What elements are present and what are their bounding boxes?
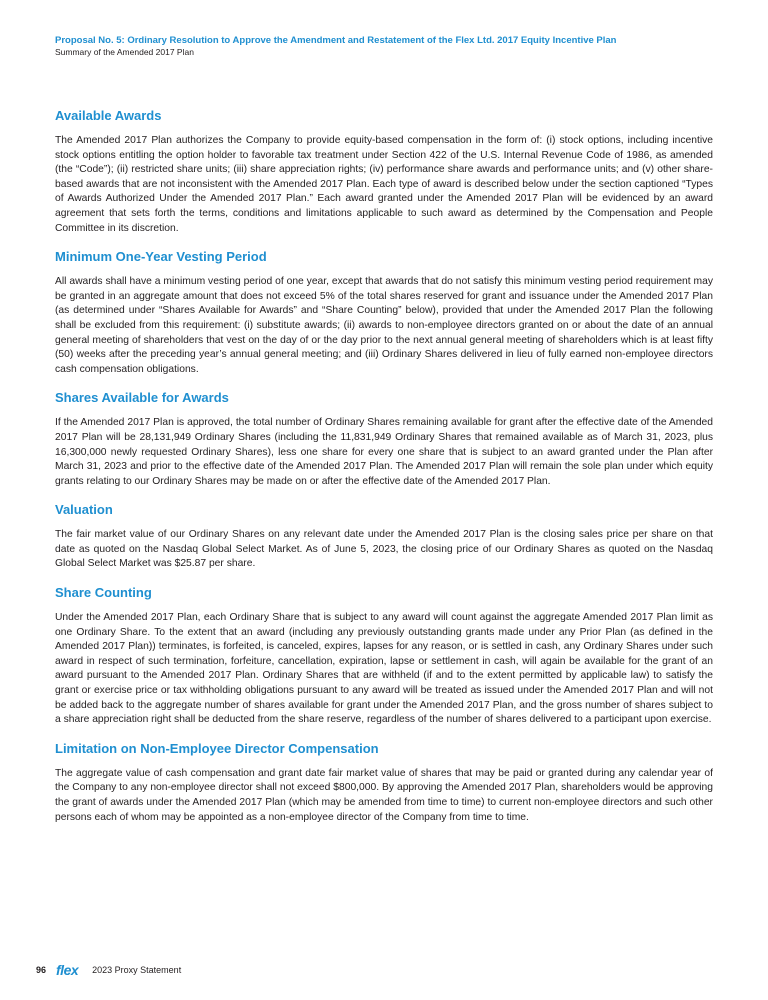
section-body: The Amended 2017 Plan authorizes the Company to provide equity-based compensation in the form of: (i) stock options, including incentive stock options entitling the option holder to favorable tax treatment under Section 422 of the U.S. Internal Revenue Code of 1986, as amended (the “Code”); (ii) restricted share units; (iii) share appreciation rights; (iv) performance share awards and performance units; and (v) other share-based awards that are not inconsistent with the Amended 2017 Plan. Each type of award is described below under the section captioned “Types of Awards Authorized Under the Amended 2017 Plan.” Each award granted under the Amended 2017 Plan will be evidenced by an award agreement that sets forth the terms, conditions and limitations applicable to such award as determined by the Compensation and People Committee in its discretion. <box>55 135 713 234</box>
section-heading: Available Awards <box>55 108 162 123</box>
section-body: All awards shall have a minimum vesting period of one year, except that awards that do not satisfy this minimum vesting period requirement may be granted in an aggregate amount that does not exceed 5% of the total shares reserved for grant and issuance under the Amended 2017 Plan (as determined under “Shares Available for Awards” and “Share Counting” below), provided that under the Amended 2017 Plan the following shall be excluded from this requirement: (i) substitute awards; (ii) awards to non-employee directors granted on or about the date of an annual general meeting of shareholders that vest on the day of or the day prior to the next annual general meeting of shareholders which is at least fifty (50) weeks after the preceding year’s annual general meeting; and (iii) Ordinary Shares delivered in lieu of fully earned non-employee directors cash compensation obligations. <box>55 276 713 375</box>
header-subtitle: Summary of the Amended 2017 Plan <box>55 47 194 57</box>
section-shares-available <box>55 390 713 489</box>
flex-logo: flex <box>56 962 79 978</box>
section-heading: Shares Available for Awards <box>55 390 229 406</box>
page-header <box>55 35 725 58</box>
section-heading: Valuation <box>55 502 113 518</box>
header-title: Proposal No. 5: Ordinary Resolution to Approve the Amendment and Restatement of the Flex Ltd. 2017 Equity Incentive Plan <box>55 35 617 46</box>
section-heading: Minimum One-Year Vesting Period <box>55 249 267 265</box>
section-available-awards <box>55 108 713 236</box>
main-content <box>55 108 713 838</box>
section-share-counting <box>55 585 713 728</box>
section-minimum-vesting-period <box>55 249 713 377</box>
section-heading: Limitation on Non-Employee Director Compensation <box>55 740 379 756</box>
section-body: The aggregate value of cash compensation and grant date fair market value of shares that may be paid or granted during any calendar year of the Company to any non-employee director shall not exceed $800,000. By approving the Amended 2017 Plan, shareholders would be approving the grant of awards under the Amended 2017 Plan (which may be amended from time to time) to current non-employee directors and such other persons each of whom may be appointed as a non-employee director of the Company from time to time. <box>55 767 713 823</box>
section-body: The fair market value of our Ordinary Shares on any relevant date under the Amended 2017 Plan is the closing sales price per share on that date as quoted on the Nasdaq Global Select Market. As of June 5, 2023, the closing price of our Ordinary Shares as quoted on the Nasdaq Global Select Market was $25.87 per share. <box>55 529 713 570</box>
section-director-compensation-limit <box>55 741 713 825</box>
page-footer <box>36 963 181 977</box>
section-body: Under the Amended 2017 Plan, each Ordinary Share that is subject to any award will count against the aggregate Amended 2017 Plan limit as one Ordinary Share. To the extent that an award (including any previously outstanding grants made under any Prior Plan (as defined in the Amended 2017 Plan)) terminates, is forfeited, is canceled, expires, lapses for any reason, or is settled in cash, any Ordinary Shares under such award in respect of such termination, forfeiture, cancellation, expiration, lapse or settlement in cash, will again be available for the grant of an award pursuant to the Amended 2017 Plan. Ordinary Shares that are withheld (if and to the extent permitted by applicable law) to satisfy the grant or exercise price or tax withholding obligations pursuant to any award will be treated as issued under the Amended 2017 Plan and will not be added back to the aggregate number of shares available for grant under the Amended 2017 Plan, and the gross number of shares subject to a share appreciation right shall be deducted from the share reserve, regardless of the number of shares delivered to a participant upon exercise. <box>55 612 713 726</box>
document-name: 2023 Proxy Statement <box>92 965 182 975</box>
page-number: 96 <box>36 965 47 975</box>
section-body: If the Amended 2017 Plan is approved, the total number of Ordinary Shares remaining available for grant after the effective date of the Amended 2017 Plan will be 28,131,949 Ordinary Shares (including the 11,831,949 Ordinary Shares that remained available as of March 31, 2023, plus 16,300,000 newly requested Ordinary Shares), less one share for every one share that is subject to an award granted under the Plan after March 31, 2023 and prior to the effective date of the Amended 2017 Plan. The Amended 2017 Plan will remain the sole plan under which equity grants relating to our Ordinary Shares may be made on or after the effective date of the Amended 2017 Plan. <box>55 417 713 487</box>
section-heading: Share Counting <box>55 585 152 601</box>
section-valuation <box>55 502 713 572</box>
